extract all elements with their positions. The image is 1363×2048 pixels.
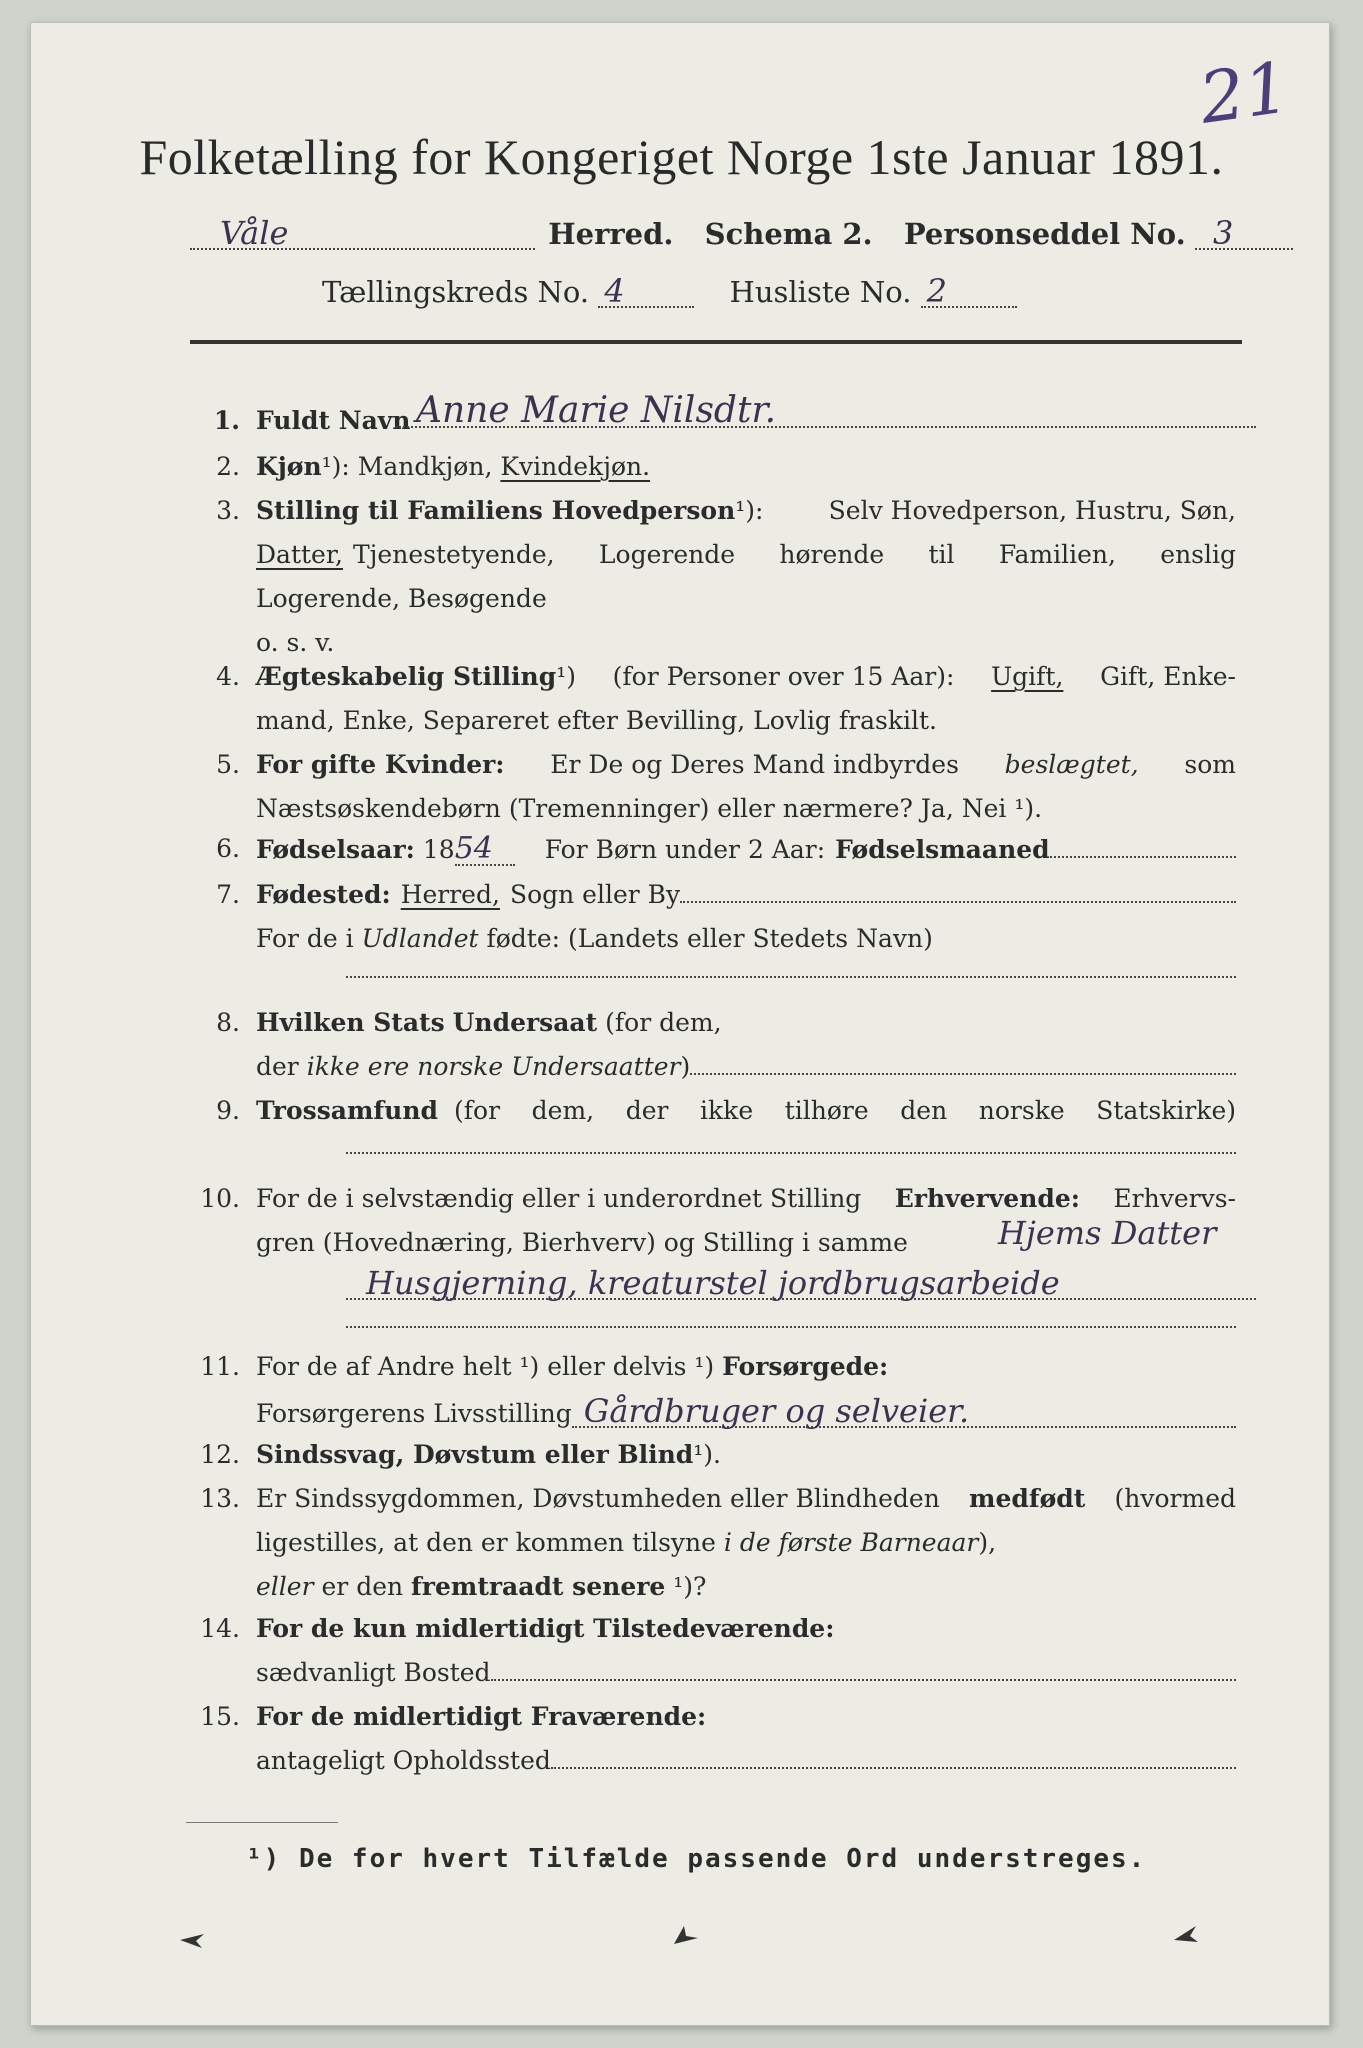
q5-som: som <box>1184 750 1236 779</box>
q10-field-extra <box>346 1326 1236 1328</box>
q7-opt-rest: Sogn eller By <box>509 880 681 909</box>
q6-number: 6. <box>216 834 240 863</box>
q4-age-note: (for Personer over 15 Aar): <box>612 662 955 691</box>
q2-number: 2. <box>216 452 240 481</box>
q11-forsorgede: Forsørgede: <box>722 1352 889 1381</box>
q13-text-c: (hvormed <box>1114 1484 1236 1513</box>
binding-mark-center <box>670 1924 700 1948</box>
q15-field <box>551 1747 1236 1769</box>
q10-text-a: For de i selvstændig eller i underordnet Stilling <box>256 1184 862 1213</box>
q2-sup: ¹): <box>321 452 350 481</box>
q13-line3-c: fremtraadt senere <box>411 1572 666 1601</box>
q11-label: Forsørgerens Livsstilling <box>256 1399 572 1428</box>
q7-abroad-c: fødte: (Landets eller Stedets Navn) <box>486 924 933 953</box>
q2-opt-kvinde: Kvindekjøn. <box>500 452 651 481</box>
footnote: ¹) De for hvert Tilfælde passende Ord understreges. <box>246 1844 1147 1874</box>
q7-number: 7. <box>216 880 240 909</box>
personseddel-label: Personseddel No. <box>903 217 1186 251</box>
corner-page-number: 21 <box>1194 46 1295 140</box>
q3-line1 <box>256 496 1236 526</box>
q4-sup: ¹) <box>556 662 576 691</box>
q12-sup: ¹). <box>693 1440 722 1469</box>
binding-mark-left <box>178 1930 208 1950</box>
q11-answer: Gårdbruger og selveier. <box>572 1396 1236 1428</box>
header-line-kreds <box>322 272 1017 310</box>
binding-mark-right <box>1170 1922 1200 1946</box>
q6-month-field <box>1050 836 1236 858</box>
q5-label: For gifte Kvinder: <box>256 750 505 779</box>
q6-child-note: For Børn under 2 Aar: <box>544 835 826 864</box>
q15-number: 15. <box>200 1702 240 1731</box>
q10-line1 <box>256 1184 1236 1214</box>
q2-label: Kjøn <box>256 452 322 481</box>
q6-year-answer: 54 <box>455 834 515 866</box>
q7-place-field <box>680 881 1236 903</box>
q8-not-norwegian: ikke ere norske Undersaatter <box>306 1052 681 1081</box>
q4-line1-rest: Gift, Enke- <box>1100 662 1236 691</box>
q7-line1 <box>256 880 1236 910</box>
q2-text <box>256 452 650 482</box>
q12-label: Sindssvag, Døvstum eller Blind <box>256 1440 694 1469</box>
census-form-sheet <box>30 22 1330 2026</box>
q6-century: 18 <box>422 835 455 864</box>
q5-question: Er De og Deres Mand indbyrdes <box>550 750 959 779</box>
q12-number: 12. <box>200 1440 240 1469</box>
q15-line2 <box>256 1746 1236 1776</box>
q11-text-a: For de af Andre helt ¹) eller delvis ¹) <box>256 1352 715 1381</box>
q7-abroad-a: For de i <box>256 924 354 953</box>
q8-number: 8. <box>216 1008 240 1037</box>
herred-label: Herred. <box>548 217 674 251</box>
q10-erhvervende: Erhvervende: <box>894 1184 1080 1213</box>
q13-number: 13. <box>200 1484 240 1513</box>
q13-line3-d: ¹)? <box>673 1572 707 1601</box>
q8-line1 <box>256 1008 722 1038</box>
q13-line3-b: er den <box>321 1572 404 1601</box>
q11-line1 <box>256 1352 888 1382</box>
form-title: Folketælling for Kongeriget Norge 1ste Januar 1891. <box>139 129 1224 185</box>
q3-opt-datter: Datter, <box>256 540 343 569</box>
q8-der: der <box>256 1052 299 1081</box>
q13-medfodt: medfødt <box>969 1484 1086 1513</box>
q9-line1 <box>256 1096 1236 1126</box>
q10-number: 10. <box>200 1184 240 1213</box>
q13-text-a: Er Sindssygdommen, Døvstumheden eller Blindheden <box>256 1484 940 1513</box>
q3-line4: o. s. v. <box>256 628 335 657</box>
q14-label: For de kun midlertidigt Tilstedeværende: <box>256 1614 835 1643</box>
q7-opt-herred: Herred, <box>400 880 500 909</box>
q7-abroad-b: Udlandet <box>361 924 479 953</box>
q11-number: 11. <box>200 1352 240 1381</box>
q12-line1 <box>256 1440 721 1470</box>
q2-opt-mand: Mandkjøn, <box>357 452 493 481</box>
q10-line2 <box>256 1228 908 1258</box>
q8-label-b: Undersaat <box>452 1008 598 1037</box>
q5-line2: Næstsøskendebørn (Tremenninger) eller nærmere? Ja, Nei ¹). <box>256 794 1043 823</box>
q10-line2-text: gren (Hovednæring, Bierhverv) og Stilling i samme <box>256 1228 908 1257</box>
q13-line2-a: ligestilles, at den er kommen tilsyne <box>256 1528 716 1557</box>
tellingskreds-label: Tællingskreds No. <box>322 275 590 309</box>
q9-number: 9. <box>216 1096 240 1125</box>
q3-line1-options: Selv Hovedperson, Hustru, Søn, <box>828 496 1236 525</box>
q3-sup: ¹): <box>735 496 764 525</box>
q3-line3: Logerende, Besøgende <box>256 584 547 613</box>
q13-line1 <box>256 1484 1236 1514</box>
q1-label: Fuldt Navn <box>256 406 411 435</box>
husliste-label: Husliste No. <box>729 275 912 309</box>
q8-label: Hvilken Stats <box>256 1008 445 1037</box>
q7-line2 <box>256 924 933 954</box>
q1-number: 1. <box>213 406 240 435</box>
q3-line2 <box>256 540 1236 570</box>
q4-label: Ægteskabelig Stilling <box>256 662 557 691</box>
q6-label: Fødselsaar: <box>256 835 415 864</box>
q4-line1 <box>256 662 1236 692</box>
q7-abroad-field <box>346 976 1236 978</box>
husliste-value: 2 <box>921 276 1017 308</box>
q4-number: 4. <box>216 662 240 691</box>
q3-label: Stilling til Familiens Hovedperson <box>256 496 736 525</box>
q9-label: Trossamfund <box>256 1096 439 1125</box>
personseddel-value: 3 <box>1195 218 1293 250</box>
q9-field <box>346 1152 1236 1154</box>
q14-field <box>491 1659 1236 1681</box>
q9-rest: (for dem, der ikke tilhøre den norske Statskirke) <box>454 1096 1236 1125</box>
header-rule <box>190 340 1242 344</box>
q4-line2: mand, Enke, Separeret efter Bevilling, Lovlig fraskilt. <box>256 706 937 735</box>
q10-answer-1: Hjems Datter <box>998 1214 1217 1252</box>
schema-label: Schema 2. <box>704 217 873 251</box>
q13-line2-b: i de første Barneaar <box>723 1528 979 1557</box>
q8-line1-rest: (for dem, <box>605 1008 722 1037</box>
tellingskreds-value: 4 <box>598 276 694 308</box>
q14-number: 14. <box>200 1614 240 1643</box>
header-line-herred <box>190 214 1293 252</box>
q13-line2-c: ), <box>978 1528 997 1557</box>
q8-close: ) <box>680 1052 691 1081</box>
q15-opholdssted-label: antageligt Opholdssted <box>256 1746 551 1775</box>
q13-line3-a: eller <box>256 1572 314 1601</box>
q8-line2 <box>256 1052 1236 1082</box>
q5-beslaegtet: beslægtet, <box>1004 750 1139 779</box>
q4-opt-ugift: Ugift, <box>991 662 1064 691</box>
q15-label: For de midlertidigt Fraværende: <box>256 1702 707 1731</box>
q10-text-c: Erhvervs- <box>1113 1184 1236 1213</box>
q8-field <box>690 1053 1236 1075</box>
q1-answer: Anne Marie Nilsdtr. <box>396 396 1256 428</box>
q5-line1 <box>256 750 1236 780</box>
q5-number: 5. <box>216 750 240 779</box>
q3-line2-options: Tjenestetyende, Logerende hørende til Familien, enslig <box>353 540 1236 569</box>
herred-value: Våle <box>190 218 535 250</box>
q14-line2 <box>256 1658 1236 1688</box>
q13-line2 <box>256 1528 996 1558</box>
q13-line3 <box>256 1572 706 1602</box>
q6-month-label: Fødselsmaaned <box>835 835 1050 864</box>
q7-label: Fødested: <box>256 880 391 909</box>
q14-bosted-label: sædvanligt Bosted <box>256 1658 491 1687</box>
footnote-rule <box>186 1822 338 1823</box>
q3-number: 3. <box>216 496 240 525</box>
q6-line <box>256 831 1236 866</box>
q10-answer-2: Husgjerning, kreaturstel jordbrugsarbeide <box>346 1268 1256 1300</box>
q11-line2 <box>256 1392 1236 1430</box>
